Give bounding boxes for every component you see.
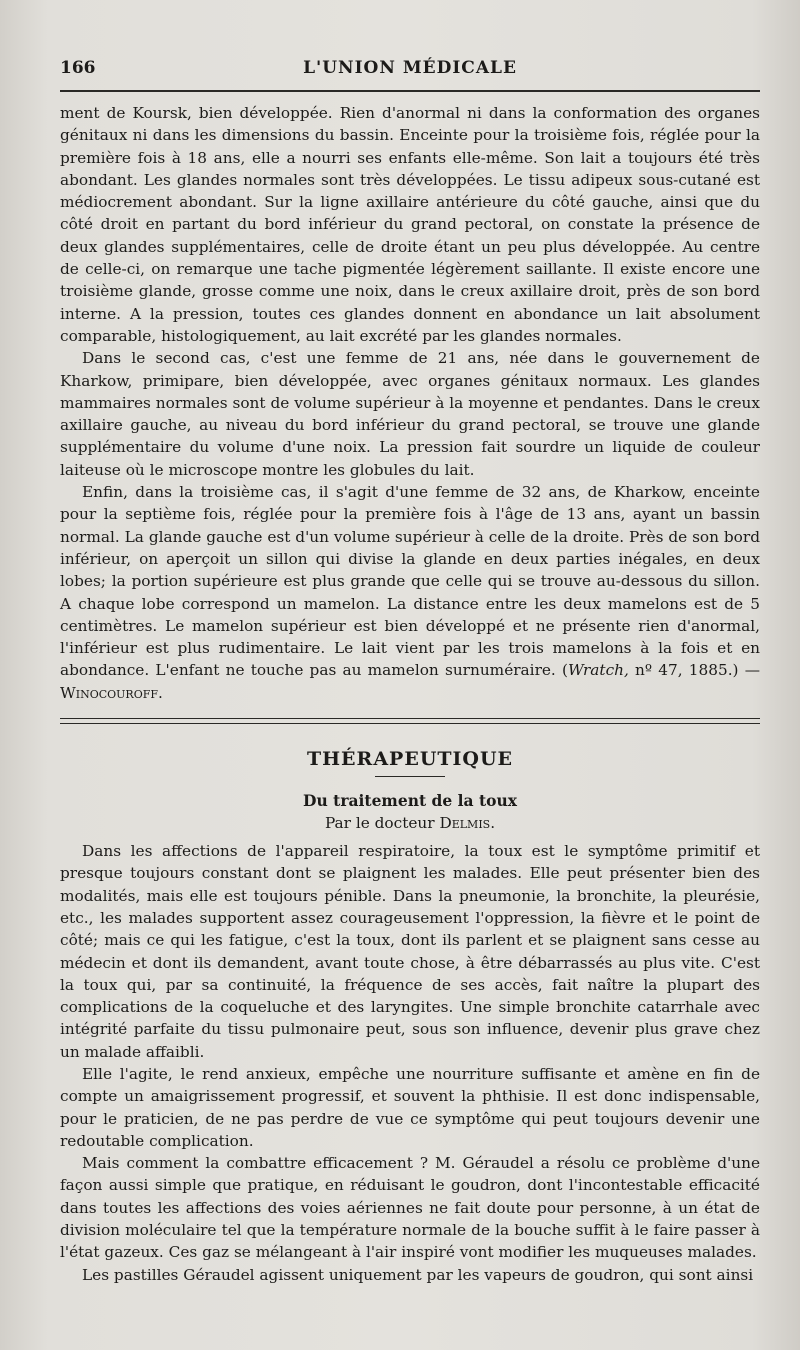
article-paragraph-2: Elle l'agite, le rend anxieux, empêche une nourriture suffisante et amène en fin de compte un amaigrissement progressif, et souvent la phthisie. Il est donc indispensable, pour le praticien, de ne pas perdre de vue ce symptôme qui peut toujours devenir une redoutable complication. xyxy=(60,1064,760,1150)
article-title: Du traitement de la toux xyxy=(303,791,517,811)
citation-source: Wratch, xyxy=(567,661,629,680)
case-report xyxy=(60,102,760,704)
running-head xyxy=(60,58,760,88)
case-paragraph-2: Dans le second cas, c'est une femme de 21 ans, née dans le gouvernement de Kharkow, primipare, bien développée, avec organes génitaux normaux. Les glandes mammaires normales sont de volume supérieur à la moyenne et pendantes. Dans le creux axillaire gauche, au niveau du bord inférieur du grand pectoral, se trouve une glande supplémentaire du volume d'une noix. La pression fait sourdre un liquide de couleur laiteuse où le microscope montre les globules du lait. xyxy=(60,349,760,479)
case-paragraph-3-text: Enfin, dans la troisième cas, il s'agit d'une femme de 32 ans, de Kharkow, enceinte pour la septième fois, réglée pour la première fois à l'âge de 13 ans, ayant un bassin normal. La glande gauche est d'un volume supérieur à celle de la droite. Près de son bord inférieur, on aperçoit un sillon qui divise la glande en deux parties inégales, en deux lobes; la portion supérieure est plus grande que celle qui se trouve au-dessous du sillon. A chaque lobe correspond un mamelon. La distance entre les deux mamelons est de 5 centimètres. Le mamelon supérieur est bien développé et ne présente rien d'anormal, l'inférieur est plus rudimentaire. Le lait vient par les trois mamelons à la fois et en abondance. L'enfant ne touche pas au mamelon surnuméraire. ( xyxy=(60,483,760,680)
citation-rest: nº 47, 1885.) — xyxy=(628,661,760,680)
article-paragraph-1: Dans les affections de l'appareil respiratoire, la toux est le symptôme primitif et presque toujours constant dont se plaignent les malades. Elle peut présenter bien des modalités, mais elle est toujours pénible. Dans la pneumonie, la bronchite, la pleurésie, etc., les malades supportent assez courageusement l'oppression, la fièvre et le point de côté; mais ce qui les fatigue, c'est la toux, dont ils parlent et se plaignent sans cesse au médecin et dont ils demandent, avant toute chose, à être débarrassés au plus vite. C'est la toux qui, par sa continuité, la fréquence de ses accès, fait naître la plupart des complications de la coqueluche et des laryngites. Une simple bronchite catarrhale avec intégrité parfaite du tissu pulmonaire peut, sous son influence, devenir plus grave chez un malade affaibli. xyxy=(60,842,760,1061)
case-paragraph-3 xyxy=(60,481,760,704)
article-body xyxy=(60,840,760,1286)
page-number: 166 xyxy=(60,58,96,78)
section-title: THÉRAPEUTIQUE xyxy=(306,748,514,771)
journal-title: L'UNION MÉDICALE xyxy=(303,58,517,78)
section-title-rule xyxy=(375,776,445,777)
case-author: Winocouroff. xyxy=(60,683,163,702)
byline-prefix: Par le docteur xyxy=(324,814,440,833)
byline xyxy=(60,814,760,832)
section-separator-top xyxy=(60,718,760,719)
section-separator-bottom xyxy=(60,723,760,724)
article-paragraph-3: Mais comment la combattre efficacement ? M. Géraudel a résolu ce problème d'une façon aussi simple que pratique, en réduisant le goudron, dont l'incontestable efficacité dans toutes les affections des voies aériennes ne fait doute pour personne, à un état de division moléculaire tel que la température normale de la bouche suffit à le faire passer à l'état gazeux. Ces gaz se mélangeant à l'air inspiré vont modifier les muqueuses malades. xyxy=(60,1154,760,1262)
byline-author: Delmis. xyxy=(439,814,496,833)
case-paragraph-1: ment de Koursk, bien développée. Rien d'anormal ni dans la conformation des organes génitaux ni dans les dimensions du bassin. Enceinte pour la troisième fois, réglée pour la première fois à 18 ans, elle a nourri ses enfants elle-même. Son lait a toujours été très abondant. Les glandes normales sont très développées. Le tissu adipeux sous-cutané est médiocrement abondant. Sur la ligne axillaire antérieure du côté gauche, ainsi que du côté droit en partant du bord inférieur du grand pectoral, on constate la présence de deux glandes supplémentaires, celle de droite étant un peu plus développée. Au centre de celle-ci, on remarque une tache pigmentée légèrement saillante. Il existe encore une troisième glande, grosse comme une noix, dans le creux axillaire droit, près de son bord interne. A la pression, toutes ces glandes donnent en abondance un lait absolument comparable, histologiquement, au lait excrété par les glandes normales. xyxy=(60,104,760,345)
header-rule xyxy=(60,90,760,92)
article-paragraph-4: Les pastilles Géraudel agissent uniquement par les vapeurs de goudron, qui sont ainsi xyxy=(82,1265,754,1284)
